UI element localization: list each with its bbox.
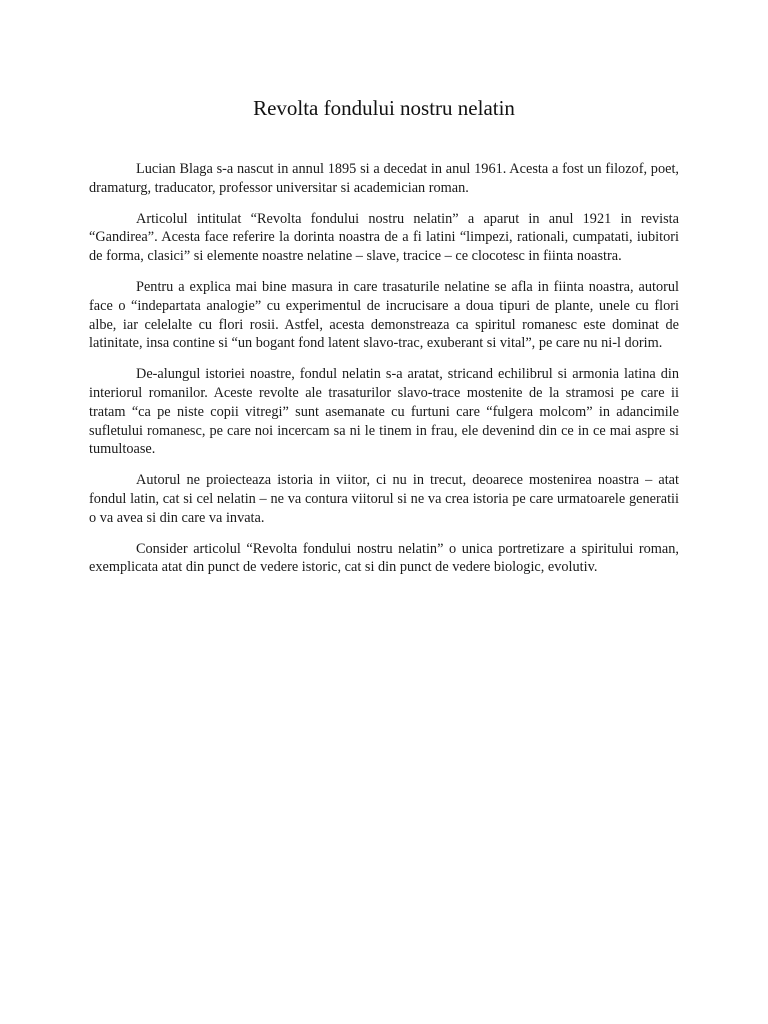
paragraph-article-intro: Articolul intitulat “Revolta fondului nostru nelatin” a aparut in anul 1921 in revista “Gandirea”. Acesta face referire la dorinta noastra de a fi latini “limpezi, rationali, cumpatati, iubitori de forma, clasici” si elemente noastre nelatine – slave, tracice – ce clocotesc in fiinta noastra. bbox=[89, 210, 679, 265]
paragraph-conclusion: Consider articolul “Revolta fondului nostru nelatin” o unica portretizare a spiritului roman, exemplicata atat din punct de vedere istoric, cat si din punct de vedere biologic, evolutiv. bbox=[89, 540, 679, 576]
document-body bbox=[89, 160, 679, 589]
document-title: Revolta fondului nostru nelatin bbox=[253, 96, 515, 120]
paragraph-analogy: Pentru a explica mai bine masura in care trasaturile nelatine se afla in fiinta noastra, autorul face o “indepartata analogie” cu experimentul de incrucisare a doua tipuri de plante, unele cu flori albe, iar celelalte cu flori rosii. Astfel, acesta demonstreaza ca spiritul romanesc este dominat de latinitate, insa contine si “un bogant fond latent slavo-trac, exuberant si vital”, pe care nu ni-l dorim. bbox=[89, 278, 679, 352]
paragraph-future: Autorul ne proiecteaza istoria in viitor, ci nu in trecut, deoarece mostenirea noastra – atat fondul latin, cat si cel nelatin – ne va contura viitorul si ne va crea istoria pe care urmatoarele generatii o va avea si din care va invata. bbox=[89, 472, 679, 526]
paragraph-history: De-alungul istoriei noastre, fondul nelatin s-a aratat, stricand echilibrul si armonia latina din interiorul romanilor. Aceste revolte ale trasaturilor slavo-trace mostenite de la stramosi pe care ii tratam “ca pe niste copii vitregi” sunt asemanate cu furtuni care “fulgera molcom” in adancimile sufletului romanesc, pe care noi incercam sa ni le tinem in frau, ele devenind din ce in ce mai aspre si tumultoase. bbox=[89, 366, 679, 458]
paragraph-biography: Lucian Blaga s-a nascut in annul 1895 si a decedat in anul 1961. Acesta a fost un filozof, poet, dramaturg, traducator, professor universitar si academician roman. bbox=[89, 161, 679, 196]
